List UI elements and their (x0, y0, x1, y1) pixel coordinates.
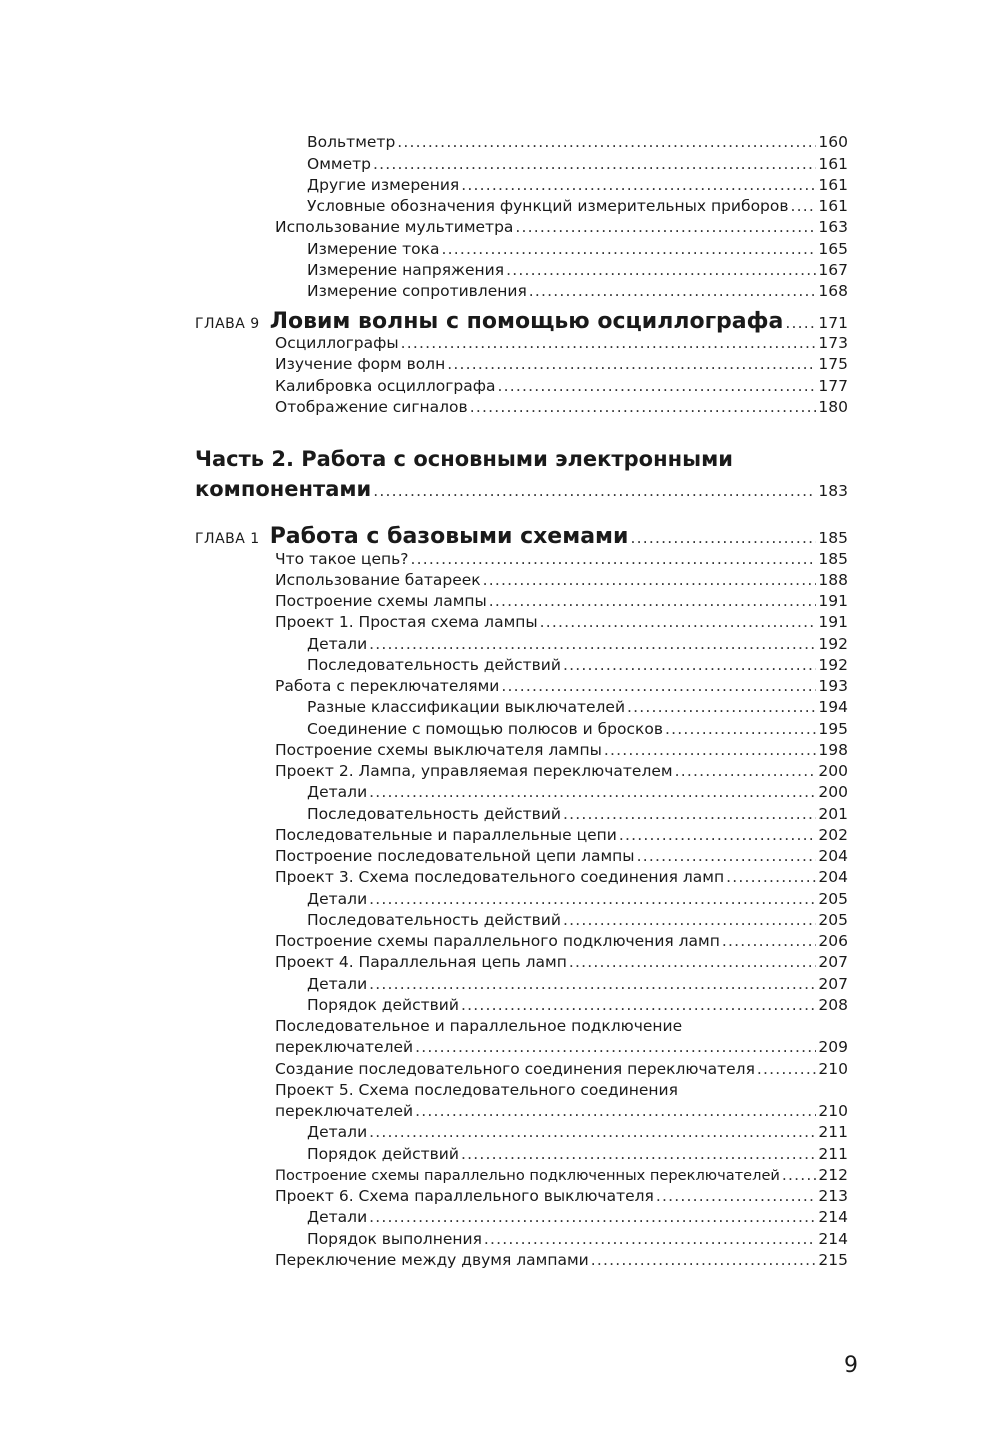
toc-entry (307, 197, 848, 218)
toc-entry (307, 1230, 848, 1251)
entry-page: 205 (818, 890, 848, 908)
dot-leader (369, 635, 816, 653)
chapter-title: Ловим волны с помощью осциллографа (269, 309, 784, 334)
entry-title: Проект 4. Параллельная цепь ламп (275, 953, 567, 971)
dot-leader (461, 176, 816, 194)
entry-title: Омметр (307, 155, 371, 173)
dot-leader (515, 218, 816, 236)
toc-entry (307, 1145, 848, 1166)
entry-page: 206 (818, 932, 848, 950)
toc-entry (275, 1251, 848, 1272)
dot-leader (782, 1166, 816, 1184)
entry-title: Осциллографы (275, 334, 399, 352)
toc-entry (307, 240, 848, 261)
entry-title: Проект 2. Лампа, управляемая переключателем (275, 762, 673, 780)
dot-leader (791, 197, 817, 215)
toc-entry (275, 762, 848, 783)
entry-title: Порядок действий (307, 996, 459, 1014)
dot-leader (757, 1060, 817, 1078)
dot-leader (591, 1251, 817, 1269)
entry-page: 205 (818, 911, 848, 929)
toc-entry (275, 826, 848, 847)
dot-leader (369, 975, 816, 993)
entry-page: 213 (818, 1187, 848, 1205)
entry-title: Изучение форм волн (275, 355, 446, 373)
toc-entry (275, 1102, 848, 1123)
entry-title: Детали (307, 635, 368, 653)
part-title-line1: Часть 2. Работа с основными электронными (195, 447, 733, 471)
toc-entry (307, 133, 848, 154)
dot-leader (726, 868, 816, 886)
dot-leader (369, 890, 816, 908)
entry-page: 194 (818, 698, 848, 716)
entry-title: Построение схемы лампы (275, 592, 487, 610)
dot-leader (630, 529, 816, 547)
toc-entry (307, 720, 848, 741)
entry-page: 214 (818, 1208, 848, 1226)
entry-page: 165 (818, 240, 848, 258)
toc-entry (307, 656, 848, 677)
toc-entry (275, 1166, 848, 1187)
entry-title: Вольтметр (307, 133, 396, 151)
dot-leader (540, 613, 817, 631)
entry-title: Условные обозначения функций измерительных приборов (307, 197, 789, 215)
entry-page: 207 (818, 975, 848, 993)
entry-title: Детали (307, 1123, 368, 1141)
entry-title: Работа с переключателями (275, 677, 500, 695)
entry-page: 207 (818, 953, 848, 971)
entry-title: Последовательные и параллельные цепи (275, 826, 617, 844)
toc-entry (275, 1060, 848, 1081)
entry-title: Проект 1. Простая схема лампы (275, 613, 538, 631)
dot-leader (461, 996, 816, 1014)
chapter-label: ГЛАВА 9 (195, 316, 260, 332)
entry-page: 210 (818, 1060, 848, 1078)
dot-leader (401, 334, 817, 352)
entry-title: Построение последовательной цепи лампы (275, 847, 635, 865)
dot-leader (410, 550, 816, 568)
dot-leader (397, 133, 816, 151)
entry-page: 192 (818, 656, 848, 674)
entry-title: Измерение напряжения (307, 261, 505, 279)
dot-leader (665, 720, 816, 738)
part-page: 183 (818, 482, 848, 500)
entry-page: 180 (818, 398, 848, 416)
part-title-line2: компонентами (195, 477, 372, 501)
dot-leader (369, 783, 816, 801)
entry-page: 161 (818, 176, 848, 194)
entry-page: 198 (818, 741, 848, 759)
toc-entry (307, 261, 848, 282)
entry-title: Детали (307, 890, 368, 908)
entry-page: 214 (818, 1230, 848, 1248)
dot-leader (461, 1145, 816, 1163)
entry-page: 215 (818, 1251, 848, 1269)
toc-entry (275, 592, 848, 613)
entry-title: Построение схемы параллельного подключения ламп (275, 932, 720, 950)
entry-title: Детали (307, 1208, 368, 1226)
toc-entry (307, 1208, 848, 1229)
toc-entry (275, 613, 848, 634)
dot-leader (563, 805, 816, 823)
dot-leader (483, 571, 817, 589)
toc-entry (275, 571, 848, 592)
dot-leader (415, 1038, 816, 1056)
entry-title-line1: Последовательное и параллельное подключение (275, 1017, 683, 1035)
toc-entry (275, 741, 848, 762)
entry-page: 188 (818, 571, 848, 589)
entry-title: Использование батареек (275, 571, 481, 589)
entry-title: Что такое цепь? (275, 550, 409, 568)
entry-page: 211 (818, 1145, 848, 1163)
toc-entry (307, 282, 848, 303)
entry-page: 160 (818, 133, 848, 151)
entry-title: Последовательность действий (307, 805, 561, 823)
toc-entry (275, 932, 848, 953)
dot-leader (675, 762, 817, 780)
entry-page: 211 (818, 1123, 848, 1141)
toc-entry (275, 550, 848, 571)
toc-entry (307, 1123, 848, 1144)
dot-leader (563, 656, 816, 674)
toc-entry (307, 698, 848, 719)
entry-page: 168 (818, 282, 848, 300)
toc-entry (307, 805, 848, 826)
chapter-label: ГЛАВА 1 (195, 531, 260, 547)
dot-leader (373, 482, 816, 500)
toc-entry (307, 176, 848, 197)
toc-entry (275, 868, 848, 889)
entry-title: Проект 3. Схема последовательного соединения ламп (275, 868, 725, 886)
entry-page: 163 (818, 218, 848, 236)
page-number: 9 (844, 1353, 858, 1378)
dot-leader (785, 314, 816, 332)
toc-entry (307, 996, 848, 1017)
entry-title: Соединение с помощью полюсов и бросков (307, 720, 663, 738)
dot-leader (506, 261, 816, 279)
toc-entry (275, 355, 848, 376)
part-heading (195, 477, 848, 505)
entry-title: Проект 6. Схема параллельного выключателя (275, 1187, 654, 1205)
entry-page: 167 (818, 261, 848, 279)
entry-page: 161 (818, 197, 848, 215)
dot-leader (497, 377, 816, 395)
entry-page: 202 (818, 826, 848, 844)
entry-title: Использование мультиметра (275, 218, 514, 236)
dot-leader (656, 1187, 817, 1205)
toc-entry (307, 975, 848, 996)
toc-entry (275, 218, 848, 239)
dot-leader (627, 698, 816, 716)
entry-title: Детали (307, 975, 368, 993)
entry-page: 175 (818, 355, 848, 373)
dot-leader (447, 355, 816, 373)
dot-leader (563, 911, 816, 929)
chapter-page: 185 (818, 529, 848, 547)
entry-page: 185 (818, 550, 848, 568)
entry-title: переключателей (275, 1038, 414, 1056)
dot-leader (569, 953, 817, 971)
entry-title: Последовательность действий (307, 911, 561, 929)
entry-page: 209 (818, 1038, 848, 1056)
dot-leader (441, 240, 816, 258)
entry-title: Создание последовательного соединения переключателя (275, 1060, 755, 1078)
dot-leader (373, 155, 816, 173)
toc-entry (307, 635, 848, 656)
dot-leader (637, 847, 817, 865)
dot-leader (501, 677, 816, 695)
dot-leader (484, 1230, 817, 1248)
dot-leader (619, 826, 817, 844)
entry-title: Порядок действий (307, 1145, 459, 1163)
toc-entry (275, 847, 848, 868)
entry-title: Отображение сигналов (275, 398, 468, 416)
entry-title: Другие измерения (307, 176, 460, 194)
entry-title: Построение схемы параллельно подключенных переключателей (275, 1167, 780, 1184)
toc-entry (307, 890, 848, 911)
toc-entry (307, 155, 848, 176)
entry-title: Построение схемы выключателя лампы (275, 741, 602, 759)
entry-page: 204 (818, 868, 848, 886)
entry-page: 191 (818, 613, 848, 631)
entry-title: Переключение между двумя лампами (275, 1251, 589, 1269)
entry-title: Порядок выполнения (307, 1230, 482, 1248)
entry-page: 193 (818, 677, 848, 695)
entry-page: 212 (818, 1166, 848, 1184)
entry-page: 201 (818, 805, 848, 823)
dot-leader (604, 741, 817, 759)
chapter-page: 171 (818, 314, 848, 332)
entry-page: 204 (818, 847, 848, 865)
toc-entry (307, 911, 848, 932)
toc-entry (275, 334, 848, 355)
chapter-title: Работа с базовыми схемами (269, 524, 629, 549)
dot-leader (489, 592, 817, 610)
dot-leader (722, 932, 817, 950)
entry-title: Разные классификации выключателей (307, 698, 626, 716)
entry-title: Измерение тока (307, 240, 440, 258)
toc-entry (275, 377, 848, 398)
dot-leader (369, 1208, 816, 1226)
toc-entry (275, 677, 848, 698)
dot-leader (470, 398, 817, 416)
entry-page: 200 (818, 762, 848, 780)
dot-leader (415, 1102, 816, 1120)
toc-entry (307, 783, 848, 804)
entry-page: 177 (818, 377, 848, 395)
entry-page: 173 (818, 334, 848, 352)
dot-leader (529, 282, 817, 300)
toc-entry (275, 953, 848, 974)
toc-entry (275, 1038, 848, 1059)
entry-page: 210 (818, 1102, 848, 1120)
entry-page: 192 (818, 635, 848, 653)
entry-page: 208 (818, 996, 848, 1014)
entry-title: переключателей (275, 1102, 414, 1120)
entry-title: Измерение сопротивления (307, 282, 527, 300)
entry-page: 191 (818, 592, 848, 610)
entry-page: 195 (818, 720, 848, 738)
entry-page: 161 (818, 155, 848, 173)
toc-entry (275, 1187, 848, 1208)
dot-leader (369, 1123, 816, 1141)
entry-title: Детали (307, 783, 368, 801)
entry-title: Последовательность действий (307, 656, 561, 674)
entry-title: Калибровка осциллографа (275, 377, 496, 395)
entry-page: 200 (818, 783, 848, 801)
toc-entry (275, 398, 848, 419)
entry-title-line1: Проект 5. Схема последовательного соединения (275, 1081, 678, 1099)
